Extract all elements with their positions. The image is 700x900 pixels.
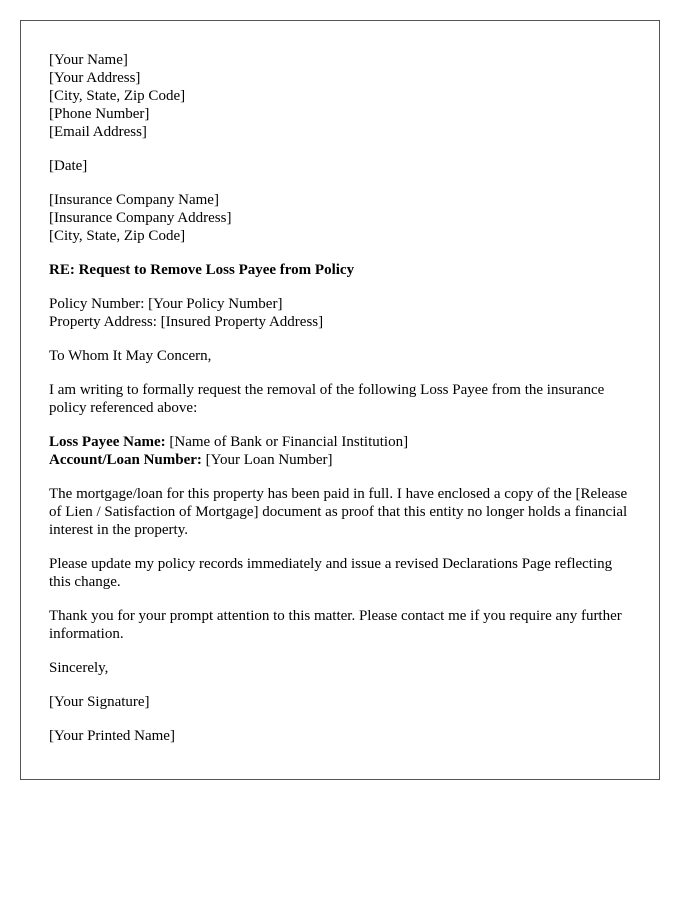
sender-email: [Email Address] xyxy=(49,124,147,140)
intro-paragraph: I am writing to formally request the removal of the following Loss Payee from the insurance policy referenced above: xyxy=(49,382,605,416)
account-number-line xyxy=(49,451,631,469)
sender-phone: [Phone Number] xyxy=(49,106,150,122)
salutation-block xyxy=(49,347,631,365)
policy-number-line: Policy Number: [Your Policy Number] xyxy=(49,296,283,312)
loss-payee-name-value: [Name of Bank or Financial Institution] xyxy=(169,434,409,450)
letter-document xyxy=(20,20,660,780)
signature-block xyxy=(49,693,631,711)
salutation: To Whom It May Concern, xyxy=(49,348,212,364)
printed-name: [Your Printed Name] xyxy=(49,728,175,744)
printed-name-block xyxy=(49,727,631,745)
loss-payee-block xyxy=(49,433,631,469)
closing: Sincerely, xyxy=(49,660,109,676)
recipient-company-name: [Insurance Company Name] xyxy=(49,192,219,208)
policy-info-block xyxy=(49,295,631,331)
loss-payee-name-line xyxy=(49,433,631,451)
thanks-paragraph: Thank you for your prompt attention to this matter. Please contact me if you require any further information. xyxy=(49,608,622,642)
loss-payee-name-label: Loss Payee Name: xyxy=(49,434,166,450)
sender-name: [Your Name] xyxy=(49,52,128,68)
closing-block xyxy=(49,659,631,677)
recipient-city-state-zip: [City, State, Zip Code] xyxy=(49,228,186,244)
date-block xyxy=(49,157,631,175)
paid-in-full-paragraph: The mortgage/loan for this property has been paid in full. I have enclosed a copy of the [Release of Lien / Satisfaction of Mortgage] document as proof that this entity no longer holds a financial interest in the property. xyxy=(49,486,628,538)
subject-line xyxy=(49,261,631,279)
recipient-block xyxy=(49,191,631,245)
sender-city-state-zip: [City, State, Zip Code] xyxy=(49,88,186,104)
letter-date: [Date] xyxy=(49,158,88,174)
property-address-line: Property Address: [Insured Property Address] xyxy=(49,314,324,330)
account-number-value: [Your Loan Number] xyxy=(205,452,333,468)
account-number-label: Account/Loan Number: xyxy=(49,452,202,468)
sender-address: [Your Address] xyxy=(49,70,141,86)
signature: [Your Signature] xyxy=(49,694,150,710)
subject-text: RE: Request to Remove Loss Payee from Policy xyxy=(49,262,355,278)
recipient-company-address: [Insurance Company Address] xyxy=(49,210,232,226)
update-request-paragraph: Please update my policy records immediately and issue a revised Declarations Page reflecting this change. xyxy=(49,556,613,590)
sender-block xyxy=(49,51,631,141)
